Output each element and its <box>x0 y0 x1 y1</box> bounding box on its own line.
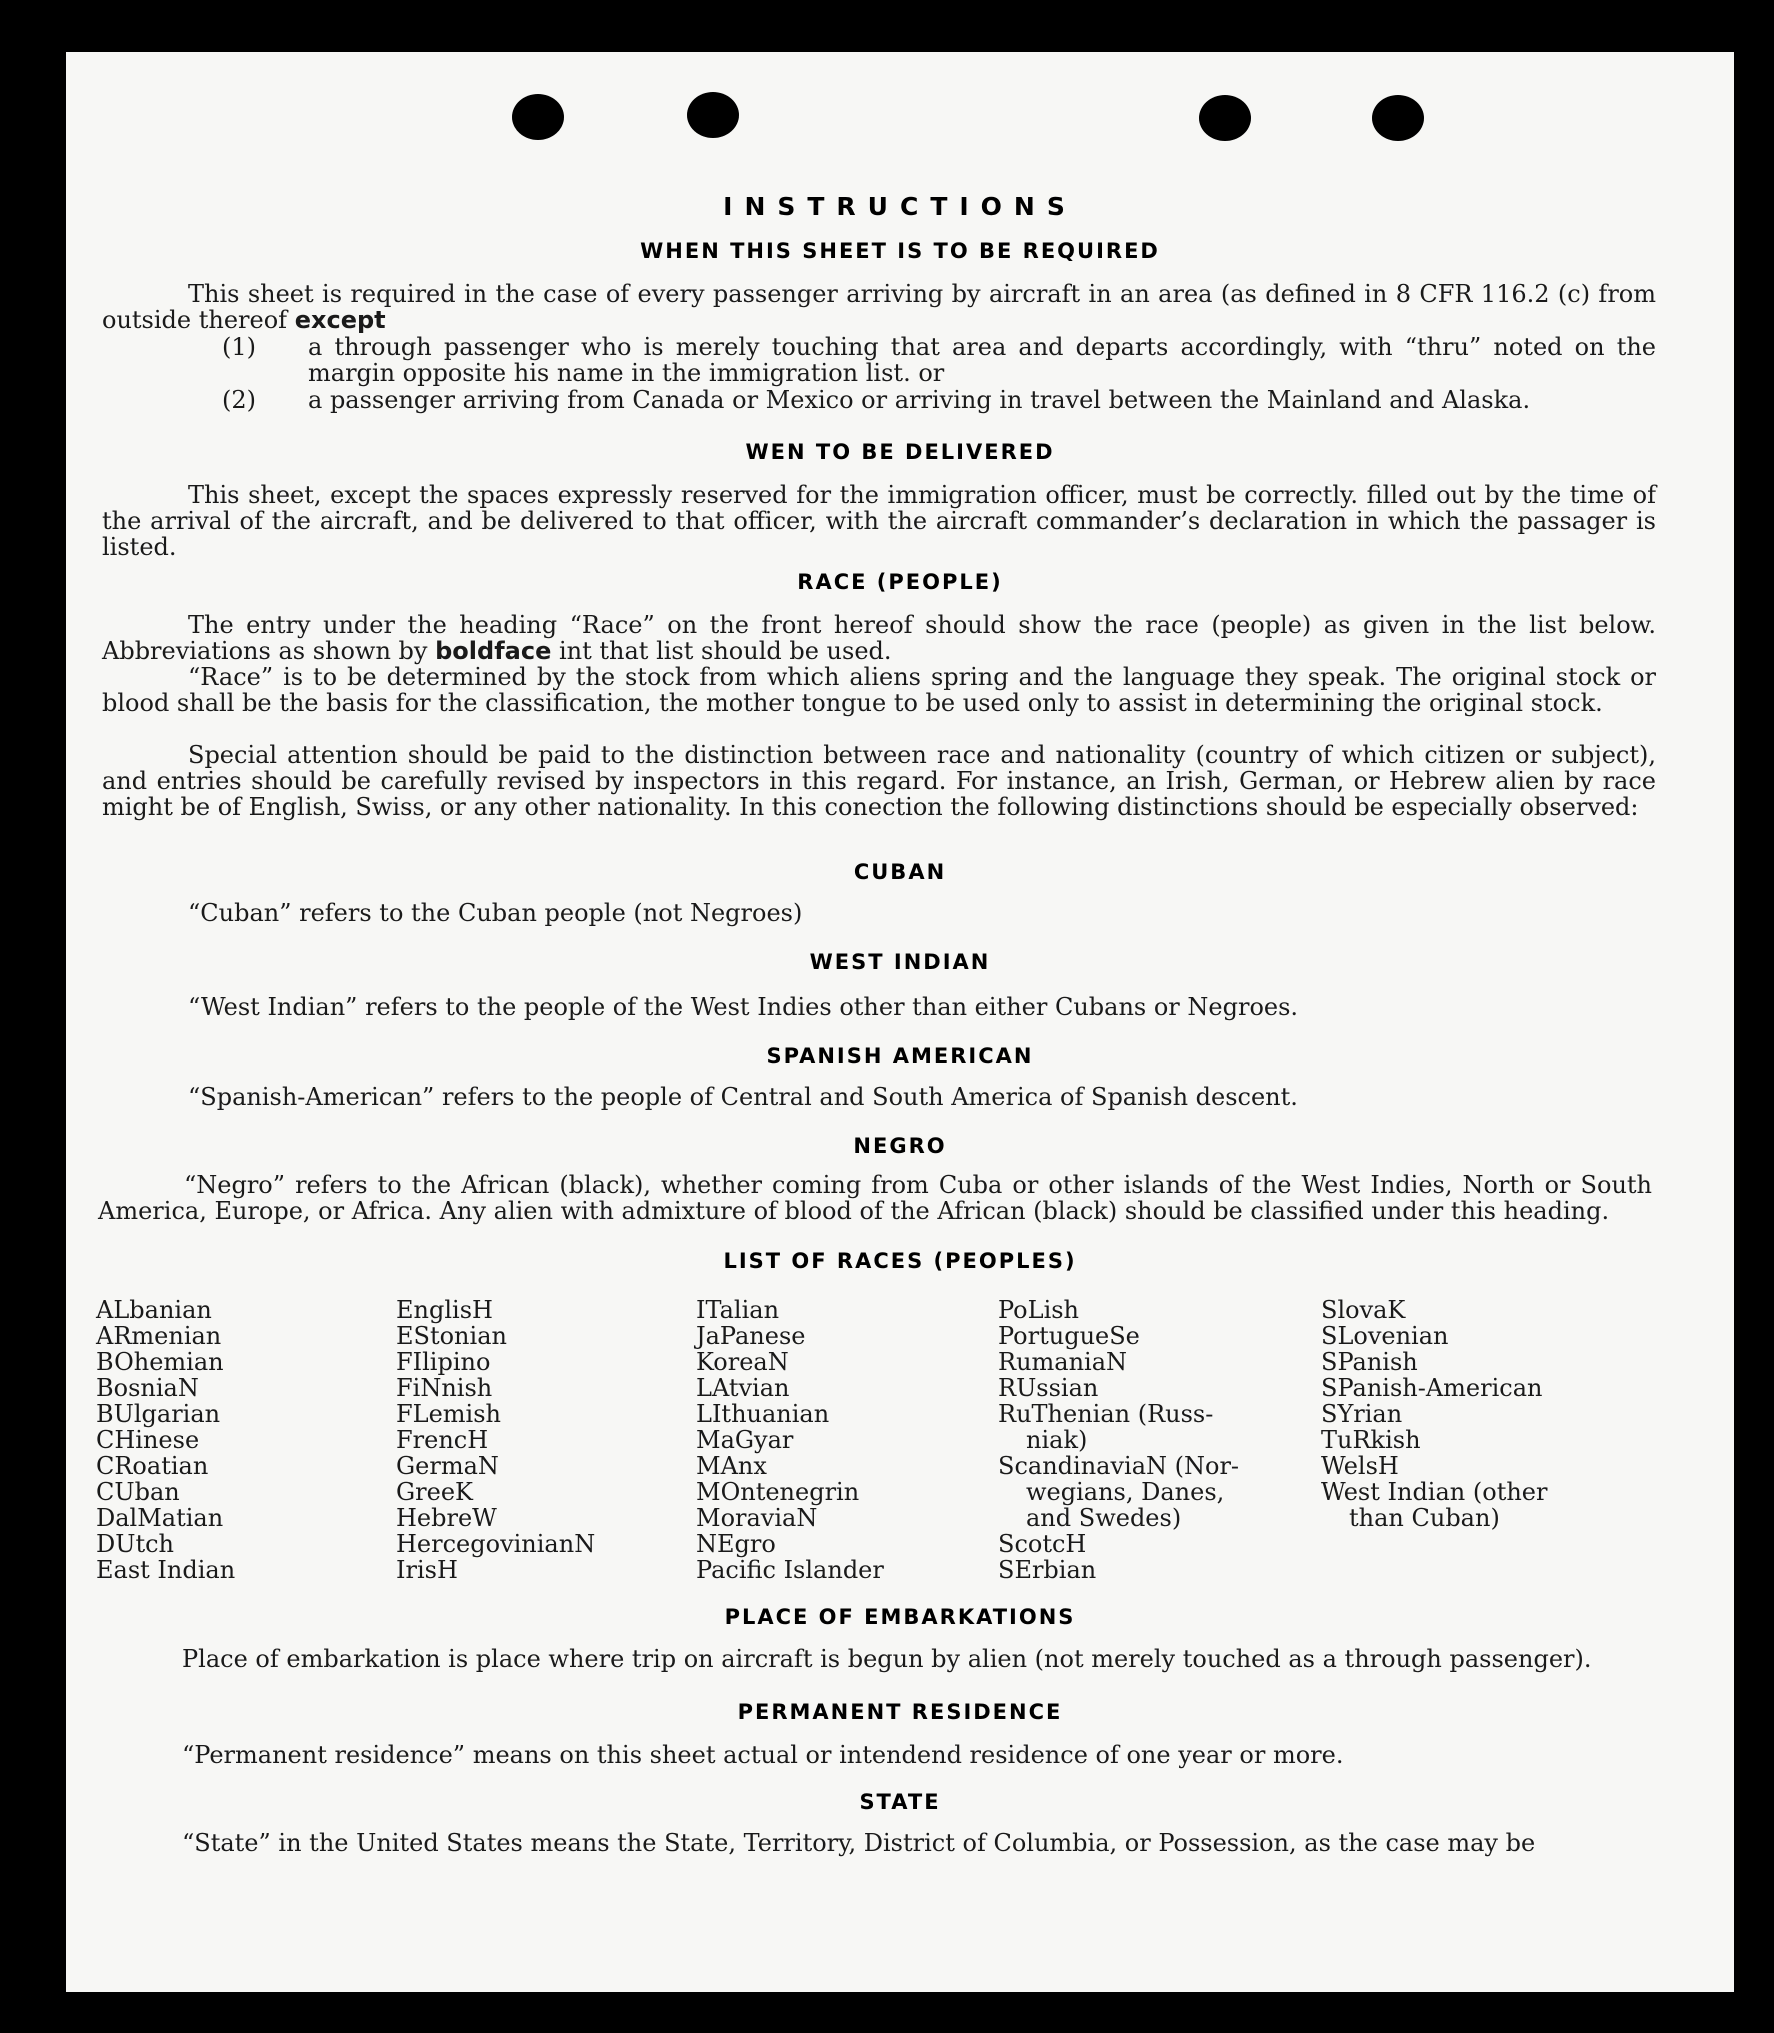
race-item: FrencH <box>396 1426 489 1454</box>
race-item: ScotcH <box>998 1530 1087 1558</box>
document-page <box>66 52 1734 1992</box>
paragraph-cuban <box>102 900 1656 926</box>
race-item: ScandinaviaN (Nor- <box>998 1452 1240 1480</box>
paragraph-when-required <box>102 281 1656 333</box>
item-text: a passenger arriving from Canada or Mexico or arriving in travel between the Mainland and Alaska. <box>308 386 1531 414</box>
race-item: and Swedes) <box>1026 1504 1182 1532</box>
paragraph-race-2 <box>102 664 1656 716</box>
paragraph-embarkation <box>96 1646 1642 1672</box>
text: Special attention should be paid to the distinction between race and nationality (country of which citizen or subject), and entries should be carefully revised by inspectors in this regard. For instance, an Irish, German, or Hebrew alien by race might be of English, Swiss, or any other nationality. In this conection the following distinctions should be especially observed: <box>102 741 1656 821</box>
race-item: MAnx <box>696 1452 767 1480</box>
race-item: KoreaN <box>696 1348 789 1376</box>
race-item: CHinese <box>96 1426 200 1454</box>
paragraph-negro <box>98 1172 1652 1224</box>
heading-race: RACE (PEOPLE) <box>797 570 1003 594</box>
race-item: NEgro <box>696 1530 776 1558</box>
race-item: HebreW <box>396 1504 497 1532</box>
race-column <box>96 1297 235 1583</box>
race-item: CUban <box>96 1478 180 1506</box>
heading-when-required: WHEN THIS SHEET IS TO BE REQUIRED <box>640 239 1160 263</box>
race-item: BOhemian <box>96 1348 224 1376</box>
race-item: FIlipino <box>396 1348 491 1376</box>
heading-west-indian: WEST INDIAN <box>809 950 991 974</box>
text: “Spanish-American” refers to the people of Central and South America of Spanish descent. <box>188 1083 1298 1111</box>
race-item: niak) <box>1026 1426 1088 1454</box>
heading-cuban: CUBAN <box>853 860 947 884</box>
text: “Permanent residence” means on this sheet actual or intendend residence of one year or more. <box>182 1741 1344 1769</box>
race-item: WelsH <box>1321 1452 1399 1480</box>
heading-state: STATE <box>859 1790 941 1814</box>
heading-spanish-american: SPANISH AMERICAN <box>766 1044 1034 1068</box>
race-item: EStonian <box>396 1322 507 1350</box>
race-item: SErbian <box>998 1556 1097 1584</box>
race-column <box>696 1297 884 1583</box>
text: The entry under the heading “Race” on the front hereof should show the race (people) as given in the list below. Abbreviations as shown by <box>102 611 1656 665</box>
race-item: BosniaN <box>96 1374 199 1402</box>
race-item: DUtch <box>96 1530 175 1558</box>
race-item: SlovaK <box>1321 1296 1406 1324</box>
race-item: West Indian (other <box>1321 1478 1548 1506</box>
race-item: LIthuanian <box>696 1400 830 1428</box>
race-item: RuThenian (Russ- <box>998 1400 1214 1428</box>
race-item: EnglisH <box>396 1296 493 1324</box>
text-bold: boldface <box>435 637 552 665</box>
race-item: PoLish <box>998 1296 1080 1324</box>
paragraph-state <box>96 1830 1642 1856</box>
race-item: SPanish <box>1321 1348 1418 1376</box>
race-item: SYrian <box>1321 1400 1403 1428</box>
text: This sheet is required in the case of every passenger arriving by aircraft in an area (as defined in 8 CFR 116.2 (c) from outside thereof <box>102 280 1656 334</box>
text-bold: except <box>294 306 386 334</box>
race-item: JaPanese <box>696 1322 806 1350</box>
text: “Race” is to be determined by the stock from which aliens spring and the language they speak. The original stock or blood shall be the basis for the classification, the mother tongue to be used only to assist in determining the original stock. <box>102 663 1656 717</box>
text: “State” in the United States means the State, Territory, District of Columbia, or Possession, as the case may be <box>182 1829 1536 1857</box>
race-column <box>1321 1297 1547 1531</box>
heading-list-of-races: LIST OF RACES (PEOPLES) <box>723 1249 1077 1273</box>
heading-permanent-residence: PERMANENT RESIDENCE <box>737 1700 1063 1724</box>
heading-when-delivered: WEN TO BE DELIVERED <box>745 440 1055 464</box>
paragraph-race-3 <box>102 742 1656 820</box>
race-column <box>396 1297 595 1583</box>
race-item: wegians, Danes, <box>1026 1478 1225 1506</box>
heading-negro: NEGRO <box>853 1134 947 1158</box>
text: int that list should be used. <box>558 637 892 665</box>
paragraph-permanent-residence <box>96 1742 1642 1768</box>
heading-embarkation: PLACE OF EMBARKATIONS <box>724 1605 1076 1629</box>
item-text: a through passenger who is merely touching that area and departs accordingly, with “thru” noted on the margin opposite his name in the immigration list. or <box>308 333 1656 387</box>
race-item: IrisH <box>396 1556 458 1584</box>
race-item: MOntenegrin <box>696 1478 860 1506</box>
race-item: East Indian <box>96 1556 236 1584</box>
race-item: RumaniaN <box>998 1348 1128 1376</box>
race-item: MaGyar <box>696 1426 794 1454</box>
race-item: LAtvian <box>696 1374 790 1402</box>
text: “Negro” refers to the African (black), whether coming from Cuba or other islands of the West Indies, North or South America, Europe, or Africa. Any alien with admixture of blood of the African (black) should be classified under this heading. <box>98 1171 1652 1225</box>
race-item: Pacific Islander <box>696 1556 884 1584</box>
race-item: than Cuban) <box>1349 1504 1500 1532</box>
text: This sheet, except the spaces expressly reserved for the immigration officer, must be correctly. filled out by the time of the arrival of the aircraft, and be delivered to that officer, with the aircraft commander’s declaration in which the passager is listed. <box>102 481 1656 561</box>
race-item: DalMatian <box>96 1504 224 1532</box>
race-item: ITalian <box>696 1296 780 1324</box>
item-number: (1) <box>222 333 256 361</box>
race-item: MoraviaN <box>696 1504 818 1532</box>
race-item: FiNnish <box>396 1374 493 1402</box>
race-item: CRoatian <box>96 1452 209 1480</box>
race-item: GreeK <box>396 1478 473 1506</box>
paragraph-when-delivered <box>102 482 1656 560</box>
race-item: HercegovinianN <box>396 1530 596 1558</box>
race-item: GermaN <box>396 1452 499 1480</box>
race-item: SLovenian <box>1321 1322 1449 1350</box>
text: Place of embarkation is place where trip on aircraft is begun by alien (not merely touched as a through passenger). <box>182 1645 1592 1673</box>
item-number: (2) <box>222 386 256 414</box>
race-item: SPanish-American <box>1321 1374 1543 1402</box>
text: “West Indian” refers to the people of the West Indies other than either Cubans or Negroes. <box>188 993 1299 1021</box>
paragraph-race-1 <box>102 612 1656 664</box>
race-item: FLemish <box>396 1400 501 1428</box>
race-item: TuRkish <box>1321 1426 1421 1454</box>
page-title: INSTRUCTIONS <box>723 192 1077 221</box>
race-item: BUlgarian <box>96 1400 221 1428</box>
race-item: RUssian <box>998 1374 1099 1402</box>
paragraph-west-indian <box>102 994 1656 1020</box>
race-item: ALbanian <box>96 1296 212 1324</box>
race-column <box>998 1297 1239 1583</box>
paragraph-spanish-american <box>102 1084 1656 1110</box>
text: “Cuban” refers to the Cuban people (not Negroes) <box>188 899 803 927</box>
race-item: ARmenian <box>96 1322 222 1350</box>
race-item: PortugueSe <box>998 1322 1140 1350</box>
